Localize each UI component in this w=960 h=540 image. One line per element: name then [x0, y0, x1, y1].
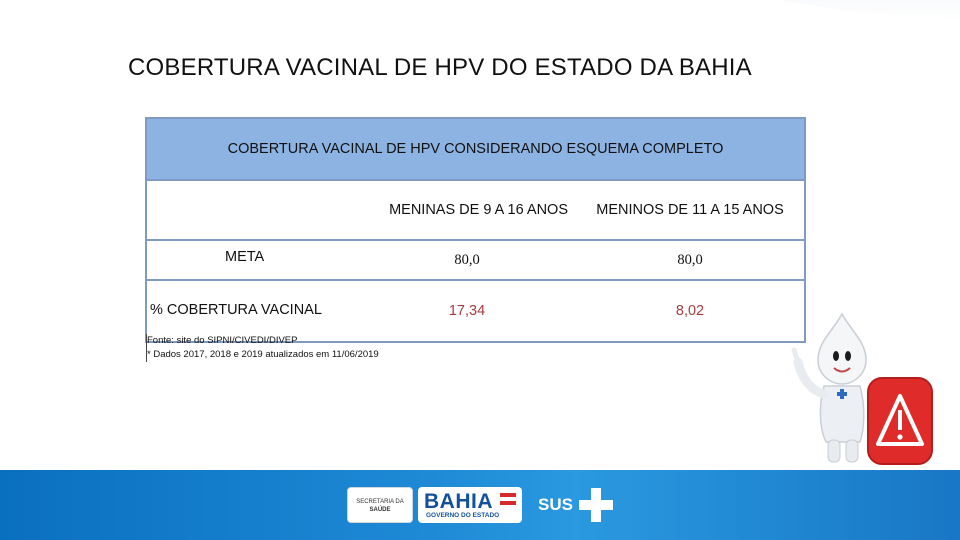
- bahia-flag-icon: [500, 493, 516, 505]
- table-row: [146, 240, 805, 280]
- page-title: COBERTURA VACINAL DE HPV DO ESTADO DA BAHIA: [128, 54, 752, 81]
- bahia-government-logo: [418, 487, 522, 523]
- mascot-droplet-icon: [784, 312, 944, 472]
- table-header-row: [146, 118, 805, 180]
- source-line-2: * Dados 2017, 2018 e 2019 atualizados em 11/06/2019: [147, 349, 379, 360]
- coverage-boys-value: 8,02: [675, 303, 705, 319]
- secretaria-saude-logo: [347, 487, 413, 523]
- secretaria-top-text: SECRETARIA DA: [356, 499, 404, 505]
- row-label-coverage: % COBERTURA VACINAL: [150, 302, 322, 318]
- warning-sign-icon: [868, 378, 932, 464]
- coverage-girls-value: 17,34: [448, 303, 486, 319]
- sus-cross-icon: [578, 486, 614, 524]
- source-line-1: Fonte: site do SIPNI/CIVEDI/DIVEP: [147, 335, 298, 346]
- meta-girls-value: 80,0: [358, 240, 576, 280]
- column-header-boys: MENINOS DE 11 A 15 ANOS: [576, 180, 805, 240]
- coverage-table: [145, 117, 806, 343]
- column-header-empty: [146, 180, 358, 240]
- secretaria-bottom-text: SAÚDE: [369, 507, 391, 513]
- bahia-word: BAHIA: [424, 490, 493, 513]
- column-header-girls: MENINAS DE 9 A 16 ANOS: [358, 180, 576, 240]
- column-header-row: [146, 180, 805, 240]
- sus-word: SUS: [538, 495, 573, 514]
- decorative-top-curve: [700, 0, 960, 20]
- source-note: [146, 334, 447, 362]
- table-header: COBERTURA VACINAL DE HPV CONSIDERANDO ESQUEMA COMPLETO: [146, 118, 805, 180]
- bahia-subtitle: GOVERNO DO ESTADO: [426, 512, 500, 519]
- table-row: [146, 280, 805, 342]
- sus-logo: [538, 486, 618, 524]
- row-label-meta: META: [146, 240, 358, 280]
- meta-boys-value: 80,0: [576, 240, 805, 280]
